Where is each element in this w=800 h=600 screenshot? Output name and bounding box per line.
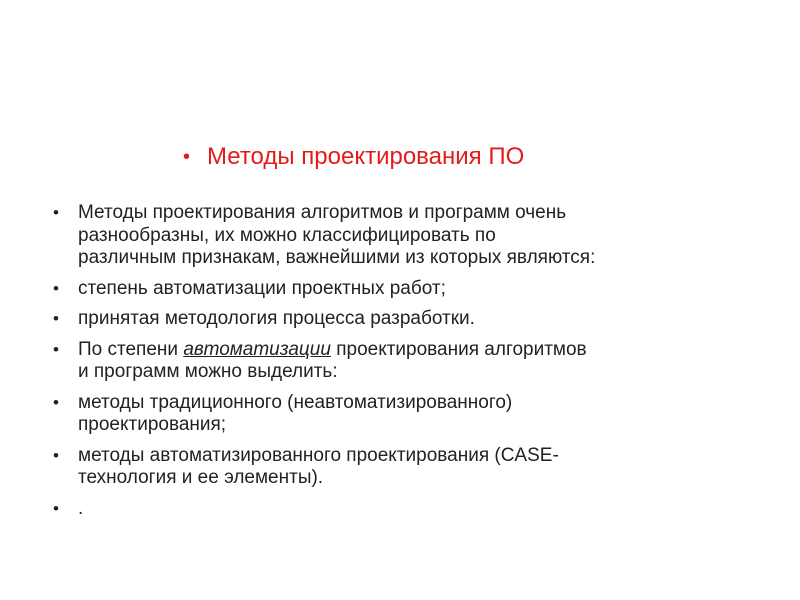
- list-item-text: принятая методология процесса разработки.: [78, 308, 475, 329]
- list-item-text: Методы проектирования алгоритмов и программ очень разнообразны, их можно классифицировать по различным признакам, важнейшими из которых являются:: [78, 202, 596, 268]
- list-item-text: методы автоматизированного проектирования (CASE- технология и ее элементы).: [78, 444, 559, 488]
- list-item-rich-text: [78, 339, 765, 384]
- bullet-icon: •: [53, 309, 59, 328]
- bullet-icon: •: [53, 203, 59, 222]
- list-item-text: методы традиционного (неавтоматизированного) проектирования;: [78, 391, 513, 435]
- list-item-text: степень автоматизации проектных работ;: [78, 277, 446, 299]
- list-item-automated-methods: [53, 445, 765, 490]
- title-bullet-icon: •: [183, 146, 191, 168]
- list-item-intro: [53, 202, 765, 270]
- bullet-icon: •: [53, 278, 59, 298]
- list-item-automation-classification: [53, 339, 765, 384]
- list-item-final-dot: [53, 498, 765, 521]
- list-item-traditional-methods: [53, 392, 765, 437]
- slide-title-row: [183, 140, 524, 174]
- list-item-automation-degree: [53, 278, 765, 301]
- slide-title: Методы проектирования ПО: [207, 143, 525, 170]
- bullet-icon: •: [53, 445, 59, 465]
- emphasized-term: автоматизации: [183, 338, 331, 360]
- list-item-text: .: [78, 497, 84, 519]
- list-item-text-before-emphasis: По степени: [78, 338, 184, 360]
- list-item-text-after-emphasis: проектирования алгоритмов и программ можно выделить:: [78, 338, 587, 382]
- bullet-icon: •: [53, 498, 59, 518]
- list-item-methodology: [53, 308, 765, 331]
- bullet-list: [53, 202, 765, 528]
- bullet-icon: •: [53, 392, 59, 412]
- bullet-icon: •: [53, 339, 59, 359]
